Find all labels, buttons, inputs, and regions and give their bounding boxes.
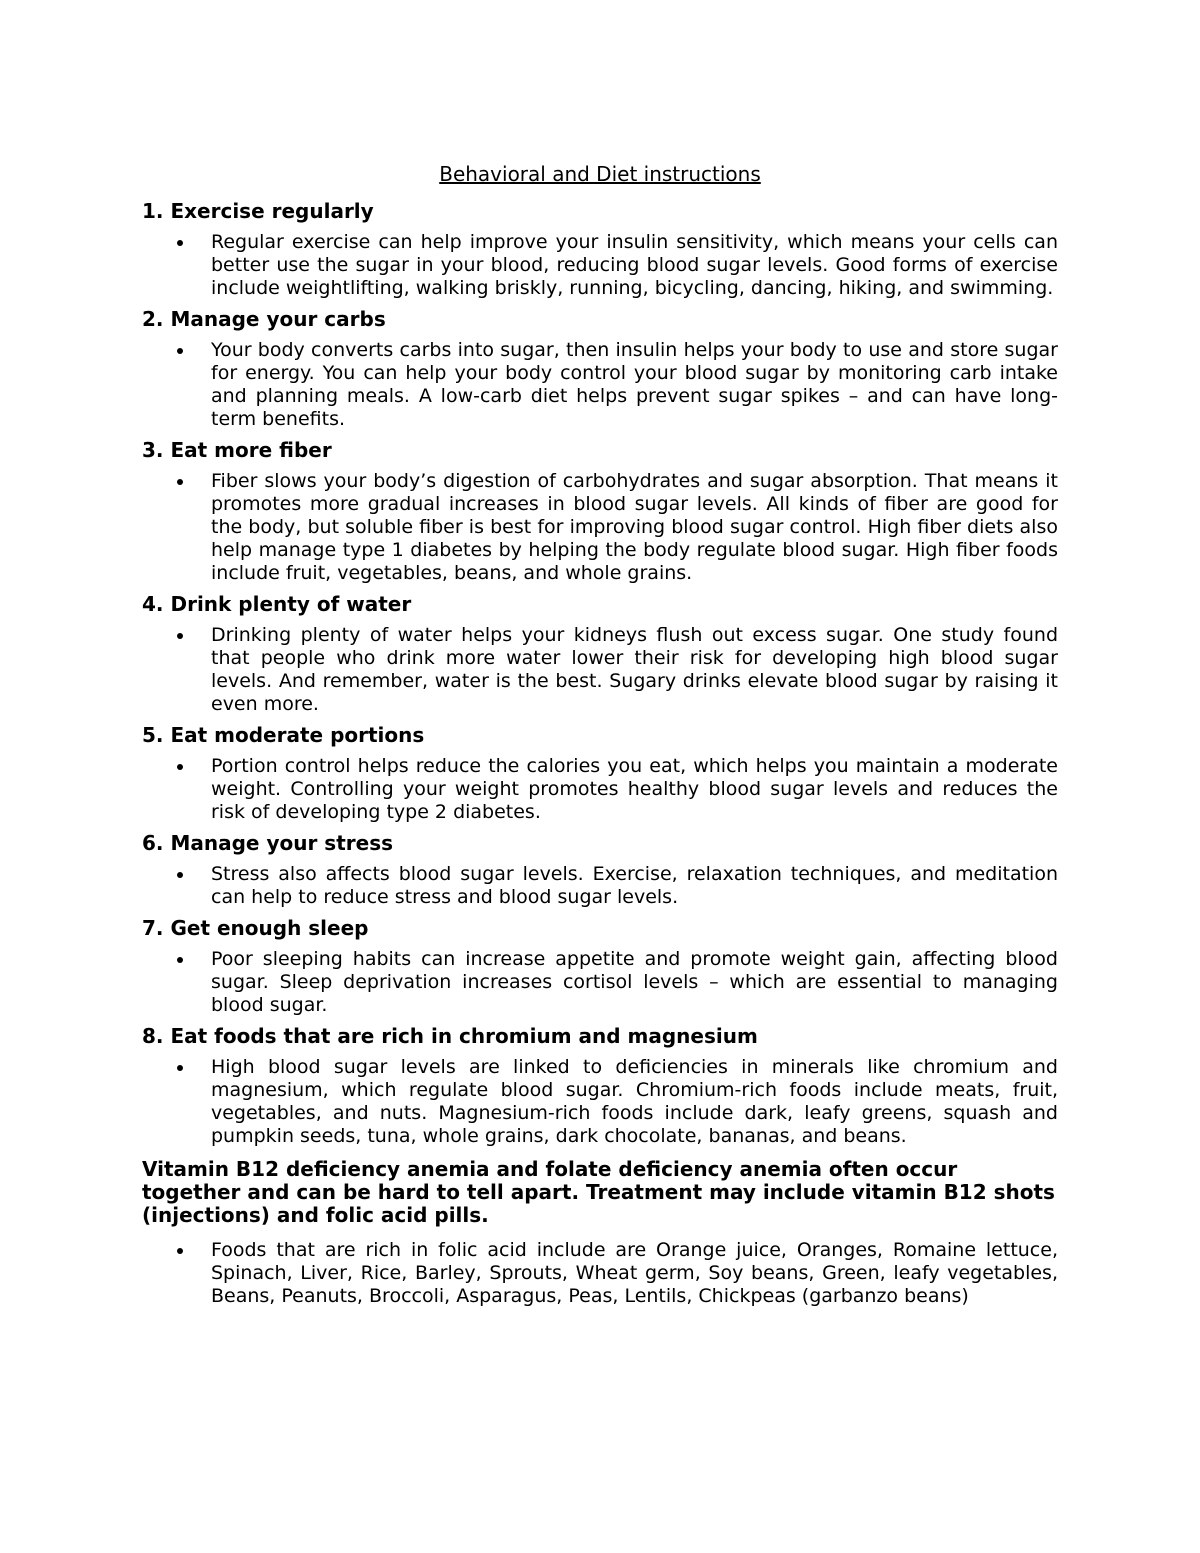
list-item xyxy=(142,1056,1058,1148)
bullet-text: Foods that are rich in folic acid include are Orange juice, Oranges, Romaine lettuce, Spinach, Liver, Rice, Barley, Sprouts, Wheat germ, Soy beans, Green, leafy vegetables, Beans, Peanuts, Broccoli, Asparagus, Peas, Lentils, Chickpeas (garbanzo beans) xyxy=(211,1239,1058,1307)
bullet-icon xyxy=(177,633,183,639)
list-item xyxy=(142,339,1058,431)
section-7 xyxy=(142,914,1058,1017)
bullet-text: Stress also affects blood sugar levels. Exercise, relaxation techniques, and meditation can help to reduce stress and blood sugar levels. xyxy=(211,863,1058,908)
list-item xyxy=(142,231,1058,300)
section-3 xyxy=(142,436,1058,585)
bullet-text: Regular exercise can help improve your insulin sensitivity, which means your cells can better use the sugar in your blood, reducing blood sugar levels. Good forms of exercise include weightlifting, walking briskly, running, bicycling, dancing, hiking, and swimming. xyxy=(211,231,1058,299)
section-heading: 1. Exercise regularly xyxy=(142,199,374,223)
bullet-list xyxy=(142,231,1058,300)
bullet-icon xyxy=(177,1248,183,1254)
section-heading: 2. Manage your carbs xyxy=(142,307,386,331)
bullet-icon xyxy=(177,872,183,878)
bullet-text: Poor sleeping habits can increase appetite and promote weight gain, affecting blood sugar. Sleep deprivation increases cortisol levels – which are essential to managing blood sugar. xyxy=(211,948,1058,1016)
bullet-icon xyxy=(177,348,183,354)
bullet-list xyxy=(142,863,1058,909)
section-8 xyxy=(142,1022,1058,1148)
bullet-list xyxy=(142,755,1058,824)
section-1 xyxy=(142,197,1058,300)
list-item xyxy=(142,755,1058,824)
bullet-icon xyxy=(177,957,183,963)
bullet-text: Fiber slows your body’s digestion of carbohydrates and sugar absorption. That means it promotes more gradual increases in blood sugar levels. All kinds of fiber are good for the body, but soluble fiber is best for improving blood sugar control. High fiber diets also help manage type 1 diabetes by helping the body regulate blood sugar. High fiber foods include fruit, vegetables, beans, and whole grains. xyxy=(211,470,1058,584)
list-item xyxy=(142,863,1058,909)
bullet-list xyxy=(142,624,1058,716)
list-item xyxy=(142,624,1058,716)
section-2 xyxy=(142,305,1058,431)
bullet-icon xyxy=(177,1065,183,1071)
bullet-list xyxy=(142,470,1058,585)
section-heading: 8. Eat foods that are rich in chromium and magnesium xyxy=(142,1024,758,1048)
list-item xyxy=(142,470,1058,585)
vitamin-note: Vitamin B12 deficiency anemia and folate deficiency anemia often occur together and can be hard to tell apart. Treatment may include vitamin B12 shots (injections) and folic acid pills. xyxy=(142,1157,1055,1227)
section-heading: 5. Eat moderate portions xyxy=(142,723,425,747)
section-5 xyxy=(142,721,1058,824)
section-heading: 6. Manage your stress xyxy=(142,831,393,855)
bullet-list xyxy=(142,948,1058,1017)
bullet-icon xyxy=(177,764,183,770)
section-4 xyxy=(142,590,1058,716)
bullet-text: High blood sugar levels are linked to deficiencies in minerals like chromium and magnesium, which regulate blood sugar. Chromium-rich foods include meats, fruit, vegetables, and nuts. Magnesium-rich foods include dark, leafy greens, squash and pumpkin seeds, tuna, whole grains, dark chocolate, bananas, and beans. xyxy=(211,1056,1058,1147)
bullet-list xyxy=(142,1239,1058,1308)
bullet-list xyxy=(142,1056,1058,1148)
document-page xyxy=(142,160,1058,1313)
section-heading: 3. Eat more fiber xyxy=(142,438,332,462)
section-6 xyxy=(142,829,1058,909)
document-title: Behavioral and Diet instructions xyxy=(439,162,761,186)
vitamin-note-section xyxy=(142,1158,1058,1308)
list-item xyxy=(142,1239,1058,1308)
list-item xyxy=(142,948,1058,1017)
section-heading: 7. Get enough sleep xyxy=(142,916,369,940)
section-heading: 4. Drink plenty of water xyxy=(142,592,412,616)
bullet-list xyxy=(142,339,1058,431)
bullet-icon xyxy=(177,240,183,246)
bullet-icon xyxy=(177,479,183,485)
bullet-text: Your body converts carbs into sugar, then insulin helps your body to use and store sugar for energy. You can help your body control your blood sugar by monitoring carb intake and planning meals. A low-carb diet helps prevent sugar spikes – and can have long-term benefits. xyxy=(211,339,1058,430)
bullet-text: Drinking plenty of water helps your kidneys flush out excess sugar. One study found that people who drink more water lower their risk for developing high blood sugar levels. And remember, water is the best. Sugary drinks elevate blood sugar by raising it even more. xyxy=(211,624,1058,715)
bullet-text: Portion control helps reduce the calories you eat, which helps you maintain a moderate weight. Controlling your weight promotes healthy blood sugar levels and reduces the risk of developing type 2 diabetes. xyxy=(211,755,1058,823)
